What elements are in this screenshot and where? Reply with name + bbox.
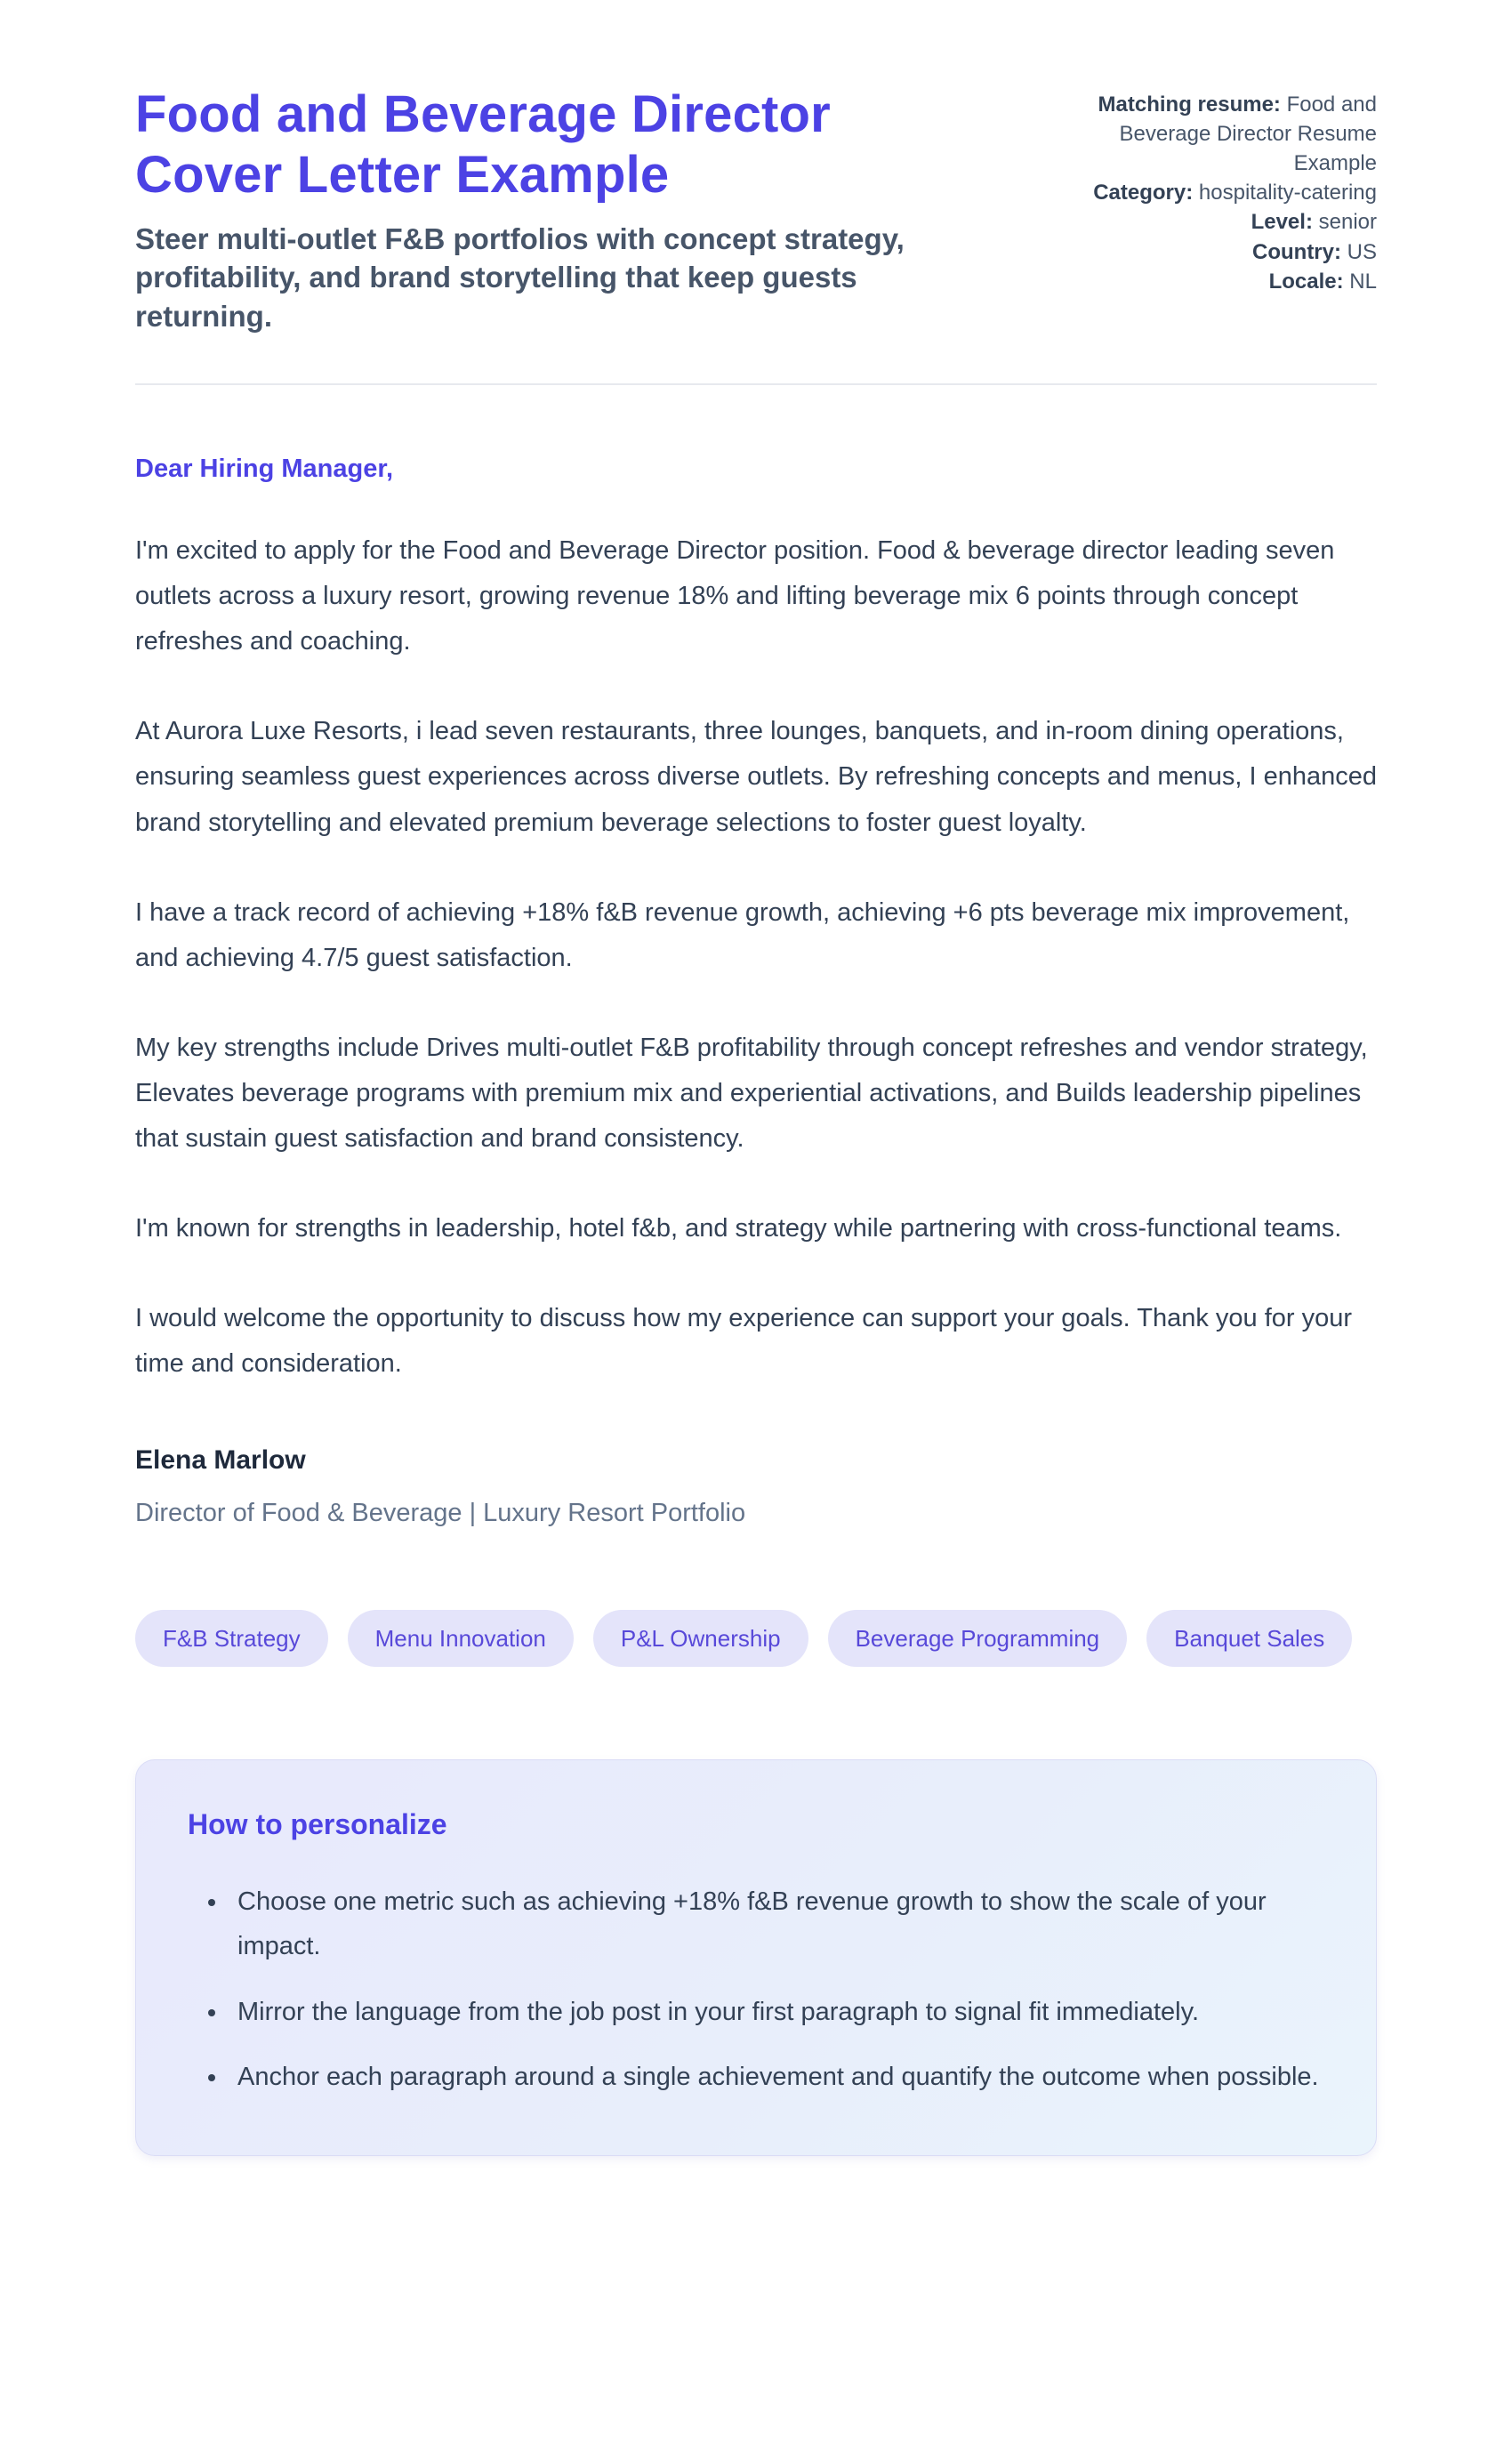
letter-body [135,455,1377,1527]
meta-item: Country: US [1252,239,1377,264]
paragraph: At Aurora Luxe Resorts, i lead seven restaurants, three lounges, banquets, and in-room dining operations, ensuring seamless guest experiences across diverse outlets. By refreshing concepts and menus, I enhanced brand storytelling and elevated premium beverage selections to foster guest loyalty. [135,717,1377,837]
meta-item: Level: senior [1251,210,1377,235]
tag-pill: Banquet Sales [1146,1610,1352,1667]
personalize-bullet: • Mirror the language from the job post in your first paragraph to signal fit immediately. [229,1991,1324,2035]
signature-name: Elena Marlow [135,1444,306,1475]
paragraph: I'm known for strengths in leadership, hotel f&b, and strategy while partnering with cross-functional teams. [135,1213,1342,1243]
signature-block [135,1445,1377,1528]
personalize-list [188,1880,1324,2101]
tag-pill: F&B Strategy [135,1610,328,1667]
personalize-box [135,1759,1377,2157]
page-header [135,84,1377,335]
meta-item: Category: hospitality-catering [1093,181,1377,205]
meta-label: Matching resume: [1098,93,1281,117]
paragraph: I would welcome the opportunity to discuss how my experience can support your goals. Thank you for your time and consideration. [135,1303,1353,1378]
meta-label: Category: [1093,181,1194,205]
signature-role: Director of Food & Beverage | Luxury Resort Portfolio [135,1498,746,1527]
meta-block [1074,84,1377,296]
meta-label: Level: [1251,210,1313,235]
paragraph: My key strengths include Drives multi-outlet F&B profitability through concept refreshes and vendor strategy, Elevates beverage programs with premium mix and experiential activations, and Builds leadership pipelines that sustain guest satisfaction and brand consistency. [135,1033,1368,1153]
personalize-bullet: • Anchor each paragraph around a single achievement and quantify the outcome when possible. [229,2056,1324,2100]
skill-tags-row [135,1610,1377,1667]
paragraph: I have a track record of achieving +18% f&B revenue growth, achieving +6 pts beverage mix improvement, and achieving 4.7/5 guest satisfaction. [135,897,1350,972]
page-subtitle: Steer multi-outlet F&B portfolios with concept strategy, profitability, and brand storytelling that keep guests returning. [135,221,905,333]
greeting: Dear Hiring Manager, [135,455,394,484]
tag-pill: Beverage Programming [828,1610,1128,1667]
page-title: Food and Beverage Director Cover Letter Example [135,85,831,204]
meta-item: Locale: NL [1268,269,1377,294]
personalize-bullet: • Choose one metric such as achieving +18% f&B revenue growth to show the scale of your impact. [229,1880,1324,1969]
tag-pill: P&L Ownership [593,1610,808,1667]
meta-label: Country: [1252,239,1341,264]
tag-pill: Menu Innovation [348,1610,574,1667]
personalize-heading: How to personalize [188,1807,447,1840]
meta-label: Locale: [1268,269,1344,294]
meta-item: Matching resume: Food and Beverage Director Resume Example [1098,93,1377,176]
header-title-block [135,84,936,335]
letter-paragraphs [135,528,1377,1386]
paragraph: I'm excited to apply for the Food and Beverage Director position. Food & beverage director leading seven outlets across a luxury resort, growing revenue 18% and lifting beverage mix 6 points through concept refreshes and coaching. [135,536,1335,656]
header-divider [135,383,1377,385]
